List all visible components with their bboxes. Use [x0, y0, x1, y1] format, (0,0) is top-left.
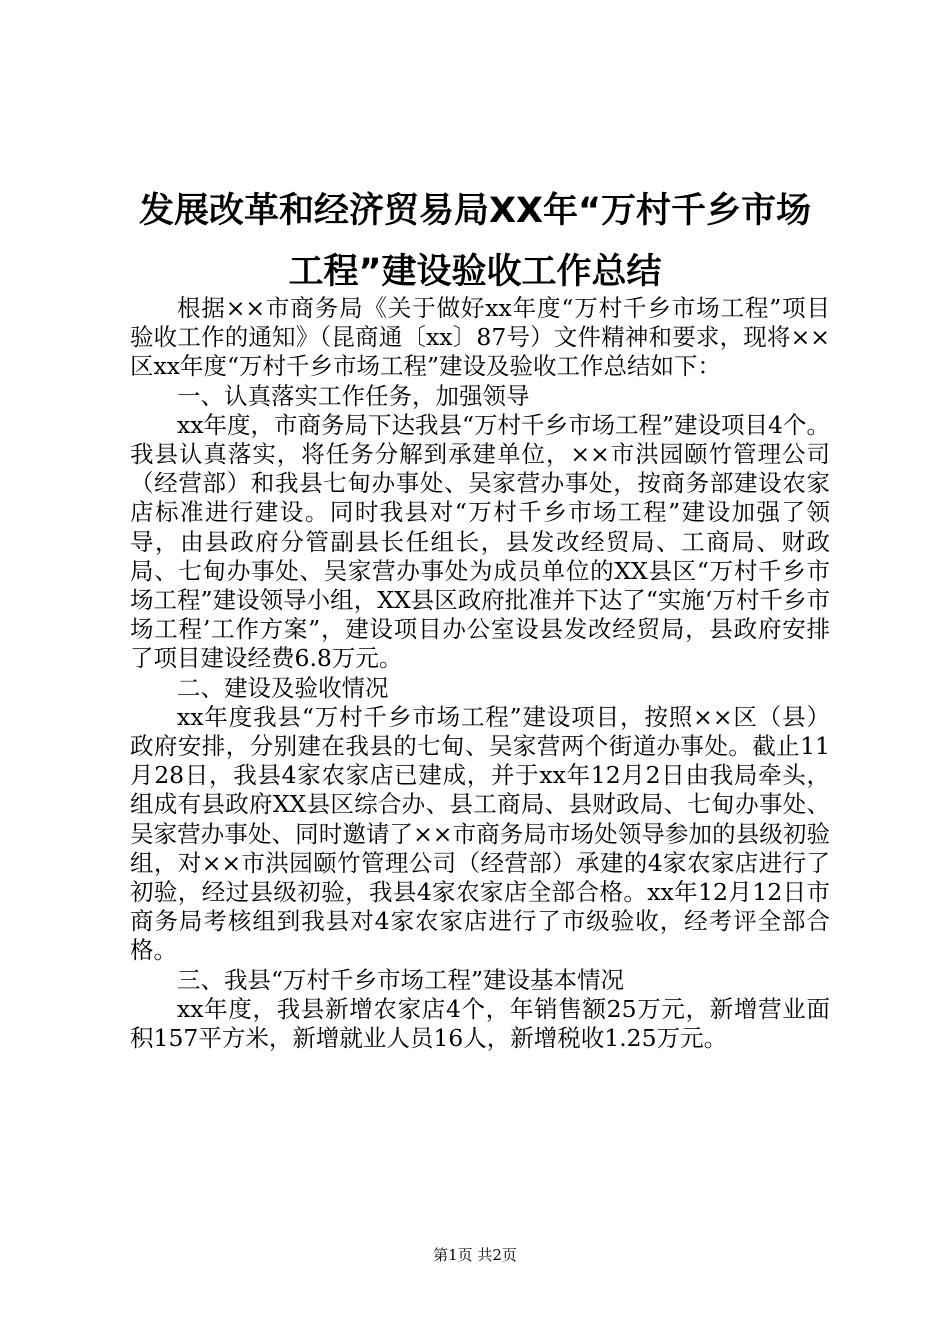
document-title-line-2: 工程”建设验收工作总结 [288, 252, 662, 292]
document-body [130, 294, 830, 1053]
section-heading-3: 三、我县“万村千乡市场工程”建设基本情况 [177, 965, 625, 994]
page-footer: 第1页 共2页 [433, 1246, 517, 1264]
section-1-paragraph: xx年度，市商务局下达我县“万村千乡市场工程”建设项目4个。我县认真落实，将任务分解到承建单位，××市洪园颐竹管理公司（经营部）和我县七甸办事处、吴家营办事处，按商务部建设农家店标准进行建设。同时我县对“万村千乡市场工程”建设加强了领导，由县政府分管副县长任组长，县发改经贸局、工商局、财政局、七甸办事处、吴家营办事处为成员单位的XX县区“万村千乡市场工程”建设领导小组，XX县区政府批准并下达了“实施‘万村千乡市场工程’工作方案”，建设项目办公室设县发改经贸局，县政府安排了项目建设经费6.8万元。 [130, 410, 830, 673]
section-2-paragraph: xx年度我县“万村千乡市场工程”建设项目，按照××区（县）政府安排，分别建在我县的七甸、吴家营两个街道办事处。截止11月28日，我县4家农家店已建成，并于xx年12月2日由我局牵头，组成有县政府XX县区综合办、县工商局、县财政局、七甸办事处、吴家营办事处、同时邀请了××市商务局市场处领导参加的县级初验组，对××市洪园颐竹管理公司（经营部）承建的4家农家店进行了初验，经过县级初验，我县4家农家店全部合格。xx年12月12日市商务局考核组到我县对4家农家店进行了市级验收，经考评全部合格。 [130, 702, 830, 965]
section-3-paragraph: xx年度，我县新增农家店4个，年销售额25万元，新增营业面积157平方米，新增就业人员16人，新增税收1.25万元。 [130, 994, 830, 1053]
intro-paragraph: 根据××市商务局《关于做好xx年度“万村千乡市场工程”项目验收工作的通知》（昆商通〔xx〕87号）文件精神和要求，现将××区xx年度“万村千乡市场工程”建设及验收工作总结如下： [130, 294, 830, 381]
section-heading-2: 二、建设及验收情况 [177, 673, 389, 702]
document-title-line-1: 发展改革和经济贸易局XX年“万村千乡市场 [139, 191, 811, 231]
section-heading-1: 一、认真落实工作任务，加强领导 [177, 381, 530, 410]
